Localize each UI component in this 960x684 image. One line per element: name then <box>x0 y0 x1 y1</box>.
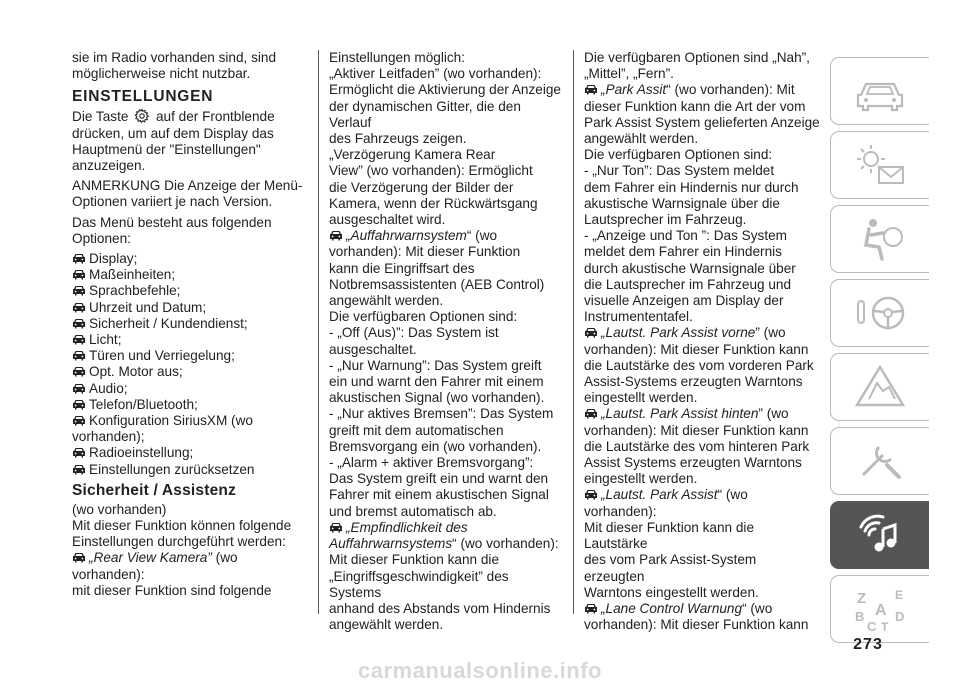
tab-index[interactable] <box>830 575 929 643</box>
car-bullet-icon <box>72 399 86 410</box>
tab-maintenance[interactable] <box>830 427 929 495</box>
text-line: angewählt werden. <box>329 293 444 309</box>
menu-intro <box>72 215 304 247</box>
text-line: angewählt werden. <box>584 131 699 147</box>
heading-einstellungen: EINSTELLUNGEN <box>72 88 214 106</box>
car-bullet-icon <box>72 383 86 394</box>
sun-envelope-icon <box>849 139 911 191</box>
tab-multimedia[interactable] <box>830 501 929 569</box>
car-bullet-icon <box>584 489 598 500</box>
text-line: vorhanden): Mit dieser Funktion <box>329 244 521 260</box>
text-line: Instrumententafel. <box>584 309 693 325</box>
text-line: möglicherweise nicht nutzbar. <box>72 66 251 82</box>
text-line: Notbremsassistenten (AEB Control) <box>329 276 545 292</box>
car-bullet-icon <box>584 408 598 419</box>
list-item: Telefon/Bluetooth; <box>72 397 304 413</box>
car-bullet-icon <box>329 230 343 241</box>
multimedia-icon <box>849 509 911 561</box>
text-line: die Lautstärke des vom vorderen Park <box>584 357 814 373</box>
text-line: des Fahrzeugs zeigen. <box>329 131 467 147</box>
car-bullet-icon <box>72 269 86 280</box>
seat-airbag-icon <box>849 213 911 265</box>
list-item: Konfiguration SiriusXM (wo <box>72 413 304 429</box>
text-line: anzuzeigen. <box>72 158 146 174</box>
index-letter: Z <box>857 590 867 607</box>
text-line: vorhanden): Mit dieser Funktion kann <box>584 341 809 357</box>
car-bullet-icon <box>72 447 86 458</box>
text-line: Lautsprecher im Fahrzeug. <box>584 212 747 228</box>
text-line: akustische Warnsignale über die <box>584 195 780 211</box>
list-item: Maßeinheiten; <box>72 267 304 283</box>
text-line: anhand des Abstands vom Hindernis <box>329 600 551 616</box>
text-line: „Aktiver Leitfaden” (wo vorhanden): <box>329 66 542 82</box>
tab-starting-driving[interactable] <box>830 279 929 347</box>
list-item: Display; <box>72 251 304 267</box>
text-line: meldet dem Fahrer ein Hindernis <box>584 244 782 260</box>
list-item: „Lane Control Warnung“ (wo <box>584 601 820 617</box>
text-line: vorhanden): Mit dieser Funktion kann <box>584 422 809 438</box>
tab-emergency[interactable] <box>830 353 929 421</box>
text-fragment: auf der Frontblende <box>155 109 275 125</box>
car-bullet-icon <box>72 302 86 313</box>
car-bullet-icon <box>72 464 86 475</box>
text-line: ausgeschaltet wird. <box>329 212 446 228</box>
car-bullet-icon <box>584 84 598 95</box>
car-bullet-icon <box>72 552 86 563</box>
list-item: Audio; <box>72 381 304 397</box>
text-line: - „Nur Ton”: Das System meldet <box>584 163 775 179</box>
steering-wheel-icon <box>849 287 911 339</box>
warning-triangle-icon <box>849 361 911 413</box>
list-item: Türen und Verriegelung; <box>72 348 304 364</box>
index-letter: E <box>895 588 904 602</box>
settings-gear-icon <box>134 108 150 124</box>
list-item: „Park Assit“ (wo vorhanden): Mit <box>584 82 820 98</box>
text-line: eingestellt werden. <box>584 471 698 487</box>
wrench-icon <box>849 435 911 487</box>
car-bullet-icon <box>72 318 86 329</box>
text-line: ein und warnt den Fahrer mit einem <box>329 374 544 390</box>
text-column-3 <box>584 50 820 633</box>
text-fragment: Die Taste <box>72 109 129 125</box>
text-line: „Eingriffsgeschwindigkeit” des Systems <box>329 568 509 600</box>
text-line: Bremsvorgang ein (wo vorhanden). <box>329 438 542 454</box>
text-line: sie im Radio vorhanden sind, sind <box>72 50 277 65</box>
text-line: greift mit dem automatischen <box>329 422 504 438</box>
text-line: Die verfügbaren Optionen sind: <box>584 147 773 163</box>
tab-car[interactable] <box>830 57 929 125</box>
text-line: die Lautsprecher im Fahrzeug und <box>584 276 792 292</box>
heading-sicherheit-assistenz: Sicherheit / Assistenz <box>72 481 237 499</box>
text-line: Assist Systems erzeugten Warntons <box>584 455 802 471</box>
car-bullet-icon <box>72 366 86 377</box>
list-item: Sprachbefehle; <box>72 283 304 299</box>
tab-safety[interactable] <box>830 205 929 273</box>
list-item: „Empfindlichkeit des <box>329 520 563 536</box>
text-line: mit dieser Funktion sind folgende <box>72 582 272 598</box>
text-line: Fahrer mit einem akustischen Signal <box>329 487 549 503</box>
text-line: drücken, um auf dem Display das <box>72 125 274 141</box>
list-item: Licht; <box>72 332 304 348</box>
car-bullet-icon <box>329 522 343 533</box>
text-line: Mit dieser Funktion kann die Lautstärke <box>584 519 755 552</box>
page-number: 273 <box>853 636 883 653</box>
text-line: vorhanden): Mit dieser Funktion kann <box>584 617 809 633</box>
text-line: Einstellungen möglich: <box>329 50 466 65</box>
text-line: und bremst automatisch ab. <box>329 503 497 519</box>
availability-note: (wo vorhanden) <box>72 501 167 517</box>
text-line: Kamera, wenn der Rückwärtsgang <box>329 195 538 211</box>
text-line: ausgeschaltet. <box>329 341 417 357</box>
text-line: - „Alarm + aktiver Bremsvorgang”: <box>329 455 534 471</box>
text-line: „Mittel”, „Fern”. <box>584 66 674 82</box>
menu-list <box>72 251 304 478</box>
text-line: akustischen Signal (wo vorhanden). <box>329 390 545 406</box>
car-bullet-icon <box>72 415 86 426</box>
text-line: Das System greift ein und warnt den <box>329 471 549 487</box>
text-line: eingestellt werden. <box>584 390 698 406</box>
text-line: die Lautstärke des vom hinteren Park <box>584 438 810 454</box>
list-item: „Auffahrwarnsystem“ (wo <box>329 228 563 244</box>
text-line: Park Assist System gelieferten Anzeige <box>584 114 820 130</box>
text-line: Ermöglicht die Aktivierung der Anzeige <box>329 82 561 98</box>
list-item: „Lautst. Park Assist“ (wo vorhanden): <box>584 487 748 519</box>
text-line: visuelle Anzeigen am Display der <box>584 293 784 309</box>
car-bullet-icon <box>72 334 86 345</box>
watermark-text: carmanualsonline.info <box>358 658 602 683</box>
text-line: Optionen variiert je nach Version. <box>72 194 273 210</box>
text-line: die Verzögerung der Bilder der <box>329 179 514 195</box>
car-icon <box>849 65 911 117</box>
list-item: Opt. Motor aus; <box>72 364 304 380</box>
text-line: Die verfügbaren Optionen sind: <box>329 309 518 325</box>
index-letter: T <box>881 620 889 634</box>
text-line: Hauptmenü der "Einstellungen" <box>72 141 261 157</box>
text-line: dem Fahrer ein Hindernis nur durch <box>584 179 799 195</box>
text-line: Mit dieser Funktion kann die <box>329 552 500 568</box>
text-line: Warntons eingestellt werden. <box>584 584 759 600</box>
text-line: - „Nur aktives Bremsen”: Das System <box>329 406 554 422</box>
list-item: „Lautst. Park Assist hinten” (wo <box>584 406 820 422</box>
chapter-tabs <box>830 57 929 649</box>
list-item: Sicherheit / Kundendienst; <box>72 316 304 332</box>
text-line: View” (wo vorhanden): Ermöglicht <box>329 163 533 179</box>
text-line: Auffahrwarnsystems“ (wo vorhanden): <box>329 536 559 552</box>
text-line: Assist-Systems erzeugten Warntons <box>584 374 803 390</box>
text-line: Die verfügbaren Optionen sind „Nah”, <box>584 50 810 65</box>
text-line: durch akustische Warnsignale über <box>584 260 796 276</box>
list-item: Radioeinstellung; <box>72 445 304 461</box>
text-line: der dynamischen Gitter, die den Verlauf <box>329 98 521 130</box>
text-line: Einstellungen durchgeführt werden: <box>72 534 286 550</box>
text-column-2 <box>329 50 563 633</box>
text-line: - „Anzeige und Ton ”: Das System <box>584 228 787 244</box>
text-line: Mit dieser Funktion können folgende <box>72 518 292 534</box>
car-bullet-icon <box>72 285 86 296</box>
index-letter: C <box>867 619 877 634</box>
car-bullet-icon <box>72 350 86 361</box>
text-line: ANMERKUNG Die Anzeige der Menü- <box>72 178 303 194</box>
text-line: - „Nur Warnung”: Das System greift <box>329 357 542 373</box>
alphabet-index-icon <box>849 583 911 635</box>
text-line: des vom Park Assist-System erzeugten <box>584 552 757 584</box>
text-line: kann die Eingriffsart des <box>329 260 475 276</box>
list-item: Uhrzeit und Datum; <box>72 300 304 316</box>
car-bullet-icon <box>584 603 598 614</box>
list-item: Einstellungen zurücksetzen <box>72 462 304 478</box>
text-line: Das Menü besteht aus folgenden <box>72 214 272 230</box>
list-item: „Rear View Kamera” (wo vorhanden): <box>72 550 238 582</box>
car-bullet-icon <box>72 253 86 264</box>
list-item: „Lautst. Park Assist vorne” (wo <box>584 325 820 341</box>
car-bullet-icon <box>584 327 598 338</box>
column-divider <box>318 50 319 614</box>
text-line: „Verzögerung Kamera Rear <box>329 147 496 163</box>
text-line: angewählt werden. <box>329 617 444 633</box>
intro-paragraph <box>72 50 304 82</box>
tab-lights-messages[interactable] <box>830 131 929 199</box>
index-letter: D <box>895 609 905 624</box>
text-line: - „Off (Aus)”: Das System ist <box>329 325 499 341</box>
text-line: Optionen: <box>72 230 131 246</box>
text-column-1 <box>72 50 304 599</box>
index-letter: A <box>875 602 887 619</box>
list-item-continued: vorhanden); <box>72 429 145 445</box>
text-line: dieser Funktion kann die Art der vom <box>584 98 806 114</box>
index-letter: B <box>855 609 865 624</box>
taste-paragraph <box>72 108 304 174</box>
column-divider <box>573 50 574 614</box>
note-paragraph <box>72 178 304 210</box>
